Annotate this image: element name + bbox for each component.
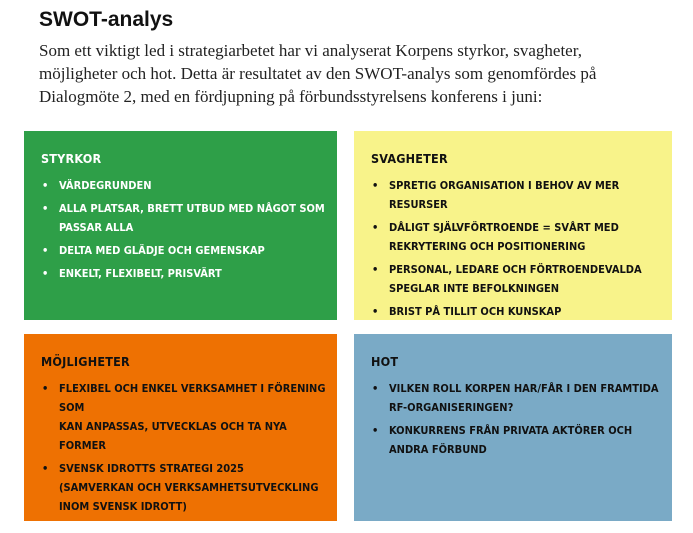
intro-paragraph (39, 39, 679, 108)
opportunities-list (41, 379, 327, 516)
list-item-text: REKRYTERING OCH POSITIONERING (389, 240, 586, 253)
list-item-text: PERSONAL, LEDARE OCH FÖRTROENDEVALDA (389, 263, 642, 276)
list-item-text: PASSAR ALLA (59, 221, 134, 234)
list-item (41, 379, 327, 455)
list-item (41, 241, 327, 260)
bullet-icon: • (372, 424, 379, 437)
opportunities-box (24, 334, 337, 521)
list-item (41, 264, 327, 283)
bullet-icon: • (372, 179, 379, 192)
strengths-title: STYRKOR (41, 151, 102, 166)
list-item-text: KONKURRENS FRÅN PRIVATA AKTÖRER OCH (389, 424, 633, 437)
threats-list (371, 379, 662, 459)
bullet-icon: • (372, 221, 379, 234)
opportunities-title: MÖJLIGHETER (41, 354, 130, 369)
list-item (41, 176, 327, 195)
strengths-list (41, 176, 327, 283)
threats-title: HOT (371, 354, 399, 369)
intro-line: möjligheter och hot. Detta är resultatet av den SWOT-analys som genomfördes på (39, 64, 597, 83)
page-title: SWOT-analys (39, 8, 174, 31)
bullet-icon: • (42, 462, 49, 475)
list-item-text: ANDRA FÖRBUND (389, 443, 487, 456)
list-item-text: DÅLIGT SJÄLVFÖRTROENDE = SVÅRT MED (389, 221, 619, 234)
bullet-icon: • (42, 244, 49, 257)
list-item (371, 379, 662, 417)
list-item-text: SVENSK IDROTTS STRATEGI 2025 (59, 462, 244, 475)
threats-box (354, 334, 672, 521)
list-item-text: DELTA MED GLÄDJE OCH GEMENSKAP (59, 244, 265, 257)
bullet-icon: • (42, 179, 49, 192)
list-item-text: BRIST PÅ TILLIT OCH KUNSKAP (389, 305, 562, 318)
weaknesses-list (371, 176, 662, 321)
bullet-icon: • (372, 382, 379, 395)
weaknesses-box (354, 131, 672, 320)
bullet-icon: • (372, 263, 379, 276)
list-item-text: KAN ANPASSAS, UTVECKLAS OCH TA NYA FORMER (59, 420, 287, 452)
list-item-text: RF-ORGANISERINGEN? (389, 401, 514, 414)
list-item-text: ENKELT, FLEXIBELT, PRISVÄRT (59, 267, 222, 280)
list-item (371, 421, 662, 459)
bullet-icon: • (42, 382, 49, 395)
list-item-text: ALLA PLATSAR, BRETT UTBUD MED NÅGOT SOM (59, 202, 325, 215)
bullet-icon: • (372, 305, 379, 318)
list-item-text: VÄRDEGRUNDEN (59, 179, 152, 192)
list-item-text: SPRETIG ORGANISATION I BEHOV AV MER RESURSER (389, 179, 620, 211)
intro-line: Som ett viktigt led i strategiarbetet har vi analyserat Korpens styrkor, svagheter, (39, 41, 582, 60)
strengths-box (24, 131, 337, 320)
list-item (41, 199, 327, 237)
list-item (371, 260, 662, 298)
list-item (41, 459, 327, 516)
bullet-icon: • (42, 267, 49, 280)
list-item-text: INOM SVENSK IDROTT) (59, 500, 187, 513)
list-item-text: FLEXIBEL OCH ENKEL VERKSAMHET I FÖRENING SOM (59, 382, 326, 414)
list-item-text: (SAMVERKAN OCH VERKSAMHETSUTVECKLING (59, 481, 319, 494)
list-item-text: SPEGLAR INTE BEFOLKNINGEN (389, 282, 560, 295)
list-item-text: VILKEN ROLL KORPEN HAR/FÅR I DEN FRAMTIDA (389, 382, 659, 395)
list-item (371, 176, 662, 214)
list-item (371, 302, 662, 321)
bullet-icon: • (42, 202, 49, 215)
list-item (371, 218, 662, 256)
weaknesses-title: SVAGHETER (371, 151, 448, 166)
intro-line: Dialogmöte 2, med en fördjupning på förbundsstyrelsens konferens i juni: (39, 87, 543, 106)
